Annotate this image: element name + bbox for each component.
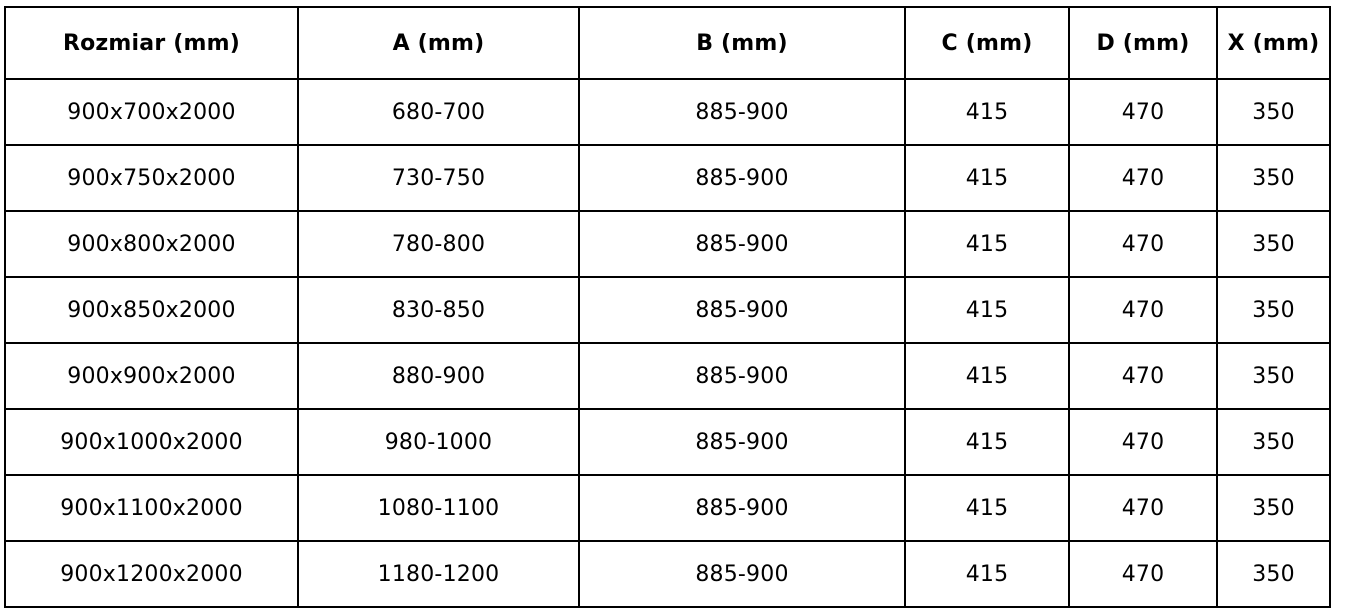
table-row <box>5 211 1330 277</box>
cell-d: 470 <box>1069 475 1217 541</box>
table-row <box>5 277 1330 343</box>
cell-a: 1180-1200 <box>298 541 579 607</box>
cell-a: 1080-1100 <box>298 475 579 541</box>
size-table-container <box>0 6 1355 599</box>
cell-b: 885-900 <box>579 343 905 409</box>
column-header-rozmiar: Rozmiar (mm) <box>5 7 298 79</box>
dimensions-table <box>4 6 1331 608</box>
cell-c: 415 <box>905 211 1069 277</box>
cell-d: 470 <box>1069 211 1217 277</box>
cell-x: 350 <box>1217 211 1330 277</box>
cell-a: 980-1000 <box>298 409 579 475</box>
cell-d: 470 <box>1069 79 1217 145</box>
cell-rozmiar: 900x1200x2000 <box>5 541 298 607</box>
cell-rozmiar: 900x700x2000 <box>5 79 298 145</box>
cell-rozmiar: 900x800x2000 <box>5 211 298 277</box>
cell-d: 470 <box>1069 541 1217 607</box>
cell-d: 470 <box>1069 145 1217 211</box>
cell-x: 350 <box>1217 409 1330 475</box>
cell-rozmiar: 900x750x2000 <box>5 145 298 211</box>
table-body <box>5 79 1330 607</box>
table-row <box>5 79 1330 145</box>
table-row <box>5 343 1330 409</box>
cell-d: 470 <box>1069 409 1217 475</box>
cell-a: 780-800 <box>298 211 579 277</box>
cell-a: 880-900 <box>298 343 579 409</box>
table-row <box>5 409 1330 475</box>
cell-c: 415 <box>905 277 1069 343</box>
table-header <box>5 7 1330 79</box>
cell-d: 470 <box>1069 277 1217 343</box>
cell-rozmiar: 900x1100x2000 <box>5 475 298 541</box>
cell-b: 885-900 <box>579 409 905 475</box>
cell-b: 885-900 <box>579 277 905 343</box>
cell-x: 350 <box>1217 277 1330 343</box>
cell-b: 885-900 <box>579 79 905 145</box>
table-header-row <box>5 7 1330 79</box>
table-row <box>5 475 1330 541</box>
table-row <box>5 541 1330 607</box>
cell-b: 885-900 <box>579 541 905 607</box>
cell-c: 415 <box>905 541 1069 607</box>
cell-a: 680-700 <box>298 79 579 145</box>
cell-b: 885-900 <box>579 211 905 277</box>
cell-a: 730-750 <box>298 145 579 211</box>
cell-x: 350 <box>1217 145 1330 211</box>
column-header-c: C (mm) <box>905 7 1069 79</box>
cell-a: 830-850 <box>298 277 579 343</box>
cell-x: 350 <box>1217 475 1330 541</box>
column-header-b: B (mm) <box>579 7 905 79</box>
cell-x: 350 <box>1217 343 1330 409</box>
cell-rozmiar: 900x850x2000 <box>5 277 298 343</box>
cell-b: 885-900 <box>579 145 905 211</box>
cell-x: 350 <box>1217 79 1330 145</box>
cell-c: 415 <box>905 343 1069 409</box>
cell-b: 885-900 <box>579 475 905 541</box>
cell-rozmiar: 900x900x2000 <box>5 343 298 409</box>
cell-c: 415 <box>905 409 1069 475</box>
cell-rozmiar: 900x1000x2000 <box>5 409 298 475</box>
cell-x: 350 <box>1217 541 1330 607</box>
column-header-d: D (mm) <box>1069 7 1217 79</box>
table-row <box>5 145 1330 211</box>
cell-c: 415 <box>905 145 1069 211</box>
cell-d: 470 <box>1069 343 1217 409</box>
cell-c: 415 <box>905 79 1069 145</box>
column-header-x: X (mm) <box>1217 7 1330 79</box>
column-header-a: A (mm) <box>298 7 579 79</box>
cell-c: 415 <box>905 475 1069 541</box>
